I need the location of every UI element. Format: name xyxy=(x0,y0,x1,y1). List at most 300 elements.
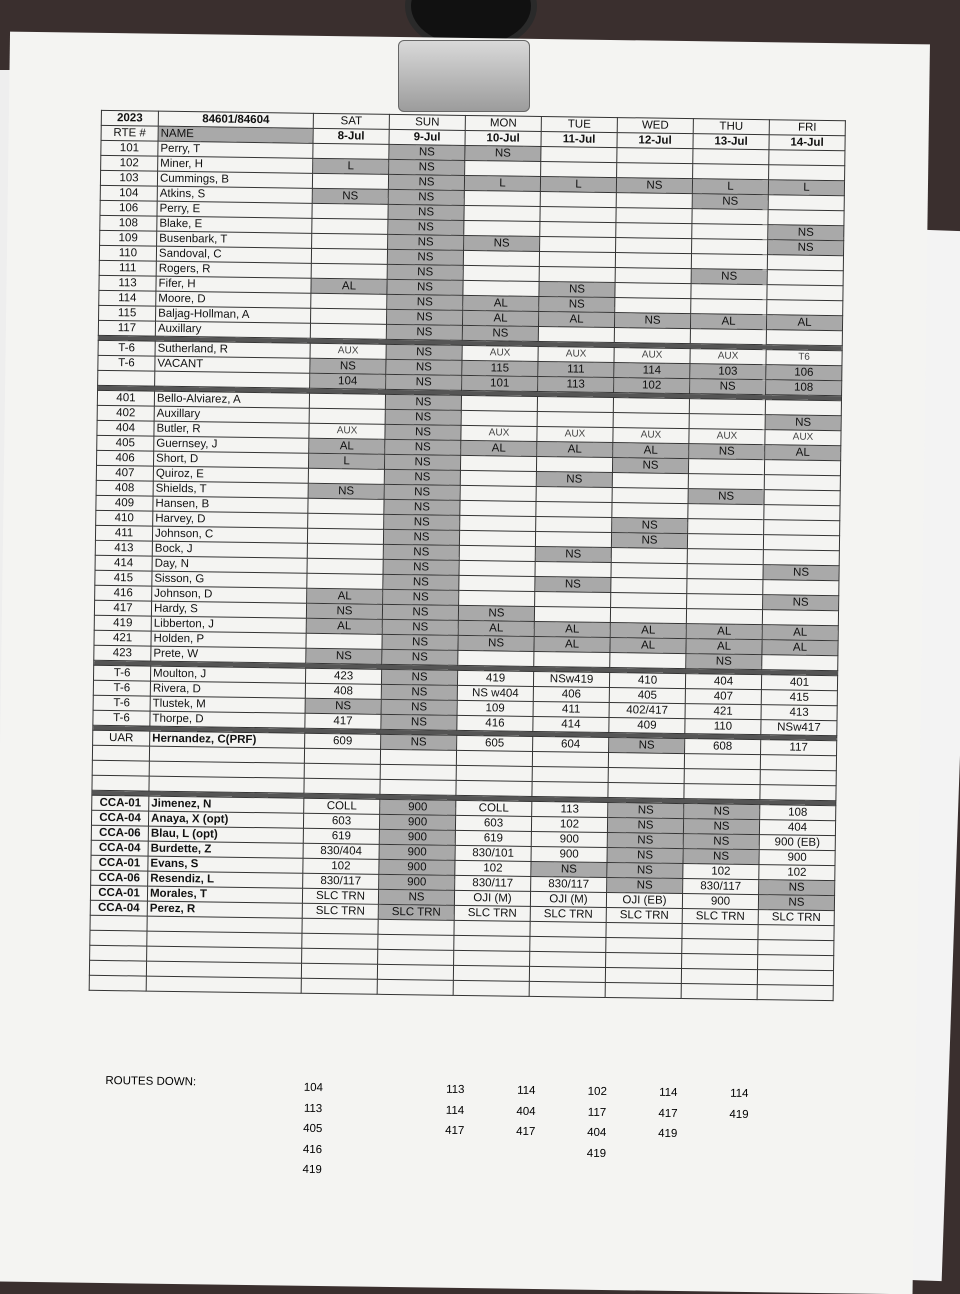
schedule-cell xyxy=(758,925,834,941)
schedule-cell: NS xyxy=(535,546,611,562)
schedule-cell xyxy=(682,954,758,970)
schedule-cell: NS xyxy=(385,439,461,455)
carrier-name-cell: Libberton, J xyxy=(151,616,306,633)
route-cell xyxy=(92,775,149,791)
schedule-cell xyxy=(692,239,768,255)
schedule-cell xyxy=(540,221,616,237)
schedule-cell: NS xyxy=(607,817,683,833)
schedule-cell: NS xyxy=(759,880,835,896)
schedule-cell: T6 xyxy=(766,350,842,366)
clipboard-clip xyxy=(398,40,530,112)
schedule-cell: 406 xyxy=(533,686,609,702)
schedule-cell xyxy=(463,250,539,266)
schedule-cell xyxy=(456,750,532,766)
schedule-cell: NS xyxy=(683,834,759,850)
schedule-cell xyxy=(453,980,529,996)
schedule-cell xyxy=(606,922,682,938)
day-date: 10-Jul xyxy=(465,130,541,146)
schedule-cell xyxy=(539,251,615,267)
schedule-cell xyxy=(608,768,684,784)
schedule-cell xyxy=(615,253,691,269)
schedule-cell xyxy=(614,328,690,344)
schedule-cell: 410 xyxy=(609,673,685,689)
schedule-cell xyxy=(693,149,769,165)
schedule-cell: NS xyxy=(389,144,465,160)
schedule-cell: NS xyxy=(458,605,534,621)
schedule-cell: NS xyxy=(763,565,839,581)
schedule-cell xyxy=(536,486,612,502)
schedule-table xyxy=(89,110,846,1001)
schedule-cell xyxy=(764,490,840,506)
schedule-cell: 830/404 xyxy=(303,843,379,859)
day-name: TUE xyxy=(541,117,617,133)
carrier-name-cell: Burdette, Z xyxy=(148,841,303,858)
carrier-name-cell: Perry, T xyxy=(158,141,313,158)
schedule-cell: NS xyxy=(385,409,461,425)
schedule-cell: NS xyxy=(388,234,464,250)
schedule-cell xyxy=(380,779,456,795)
schedule-cell xyxy=(464,205,540,221)
schedule-cell: 413 xyxy=(761,705,837,721)
carrier-name-cell: Auxillary xyxy=(155,321,310,338)
schedule-cell xyxy=(767,300,843,316)
schedule-cell xyxy=(764,475,840,491)
schedule-cell xyxy=(615,298,691,314)
schedule-cell xyxy=(688,459,764,475)
carrier-name-cell: Perez, R xyxy=(147,901,302,918)
schedule-cell: 900 xyxy=(380,799,456,815)
schedule-cell: NS xyxy=(383,559,459,575)
day-date: 12-Jul xyxy=(617,133,693,149)
schedule-cell: NS xyxy=(607,832,683,848)
schedule-cell: 603 xyxy=(455,815,531,831)
route-cell: 415 xyxy=(95,570,152,586)
schedule-cell: NS xyxy=(768,240,844,256)
schedule-cell: AL xyxy=(311,278,387,294)
schedule-cell xyxy=(304,763,380,779)
schedule-cell xyxy=(540,206,616,222)
schedule-cell: NS xyxy=(691,269,767,285)
schedule-cell xyxy=(307,573,383,589)
schedule-cell: 404 xyxy=(685,674,761,690)
schedule-cell: NS xyxy=(758,895,834,911)
schedule-cell: 401 xyxy=(761,675,837,691)
schedule-cell: SLC TRN xyxy=(302,888,378,904)
route-cell: 413 xyxy=(95,540,152,556)
routes-down-value: 416 xyxy=(302,1143,323,1156)
schedule-cell xyxy=(311,293,387,309)
schedule-cell xyxy=(465,160,541,176)
route-cell: 115 xyxy=(99,305,156,321)
schedule-cell: NS xyxy=(387,279,463,295)
name-header: NAME xyxy=(158,126,313,143)
schedule-cell: 900 xyxy=(379,874,455,890)
route-cell: 117 xyxy=(98,320,155,336)
carrier-name-cell: Morales, T xyxy=(147,886,302,903)
schedule-cell: AUX xyxy=(461,425,537,441)
schedule-cell: 113 xyxy=(532,801,608,817)
routes-down-label: ROUTES DOWN: xyxy=(105,1075,197,1089)
schedule-cell: NS xyxy=(616,178,692,194)
schedule-cell: COLL xyxy=(456,800,532,816)
routes-down-value: 113 xyxy=(446,1083,465,1097)
schedule-cell xyxy=(534,651,610,667)
schedule-cell: NS xyxy=(386,344,462,360)
schedule-cell: NS xyxy=(688,489,764,505)
carrier-name-cell: Harvey, D xyxy=(153,511,308,528)
schedule-cell xyxy=(454,950,530,966)
route-cell: T-6 xyxy=(93,695,150,711)
route-cell: 402 xyxy=(97,405,154,421)
schedule-cell xyxy=(532,766,608,782)
schedule-cell xyxy=(460,485,536,501)
schedule-cell: 411 xyxy=(533,701,609,717)
routes-down-value: 114 xyxy=(517,1084,536,1098)
schedule-cell: 609 xyxy=(305,733,381,749)
schedule-cell xyxy=(616,208,692,224)
carrier-name-cell: Prete, W xyxy=(151,646,306,663)
schedule-cell xyxy=(537,411,613,427)
route-cell: 416 xyxy=(95,585,152,601)
schedule-cell xyxy=(760,785,836,801)
schedule-cell xyxy=(612,488,688,504)
schedule-cell xyxy=(378,949,454,965)
schedule-cell: SLC TRN xyxy=(378,904,454,920)
schedule-cell xyxy=(762,610,838,626)
carrier-name-cell: Miner, H xyxy=(158,156,313,173)
routes-down-value: 114 xyxy=(659,1086,678,1099)
schedule-cell: 830/117 xyxy=(455,875,531,891)
schedule-cell: 414 xyxy=(533,716,609,732)
route-cell: 417 xyxy=(94,600,151,616)
carrier-name-cell: Cummings, B xyxy=(157,171,312,188)
schedule-cell xyxy=(464,220,540,236)
routes-down-value: 419 xyxy=(729,1108,749,1121)
schedule-cell xyxy=(302,948,378,964)
schedule-cell xyxy=(763,580,839,596)
schedule-cell xyxy=(689,399,765,415)
schedule-cell: NS xyxy=(387,264,463,280)
schedule-cell xyxy=(459,560,535,576)
routes-down-column xyxy=(496,1080,557,1142)
schedule-cell xyxy=(539,266,615,282)
schedule-cell xyxy=(308,498,384,514)
schedule-cell xyxy=(611,578,687,594)
schedule-cell: 900 xyxy=(759,850,835,866)
schedule-cell: NS xyxy=(384,469,460,485)
schedule-cell: NS xyxy=(312,188,388,204)
routes-down-value: 417 xyxy=(658,1107,678,1120)
routes-down-value: 117 xyxy=(587,1106,607,1119)
schedule-cell: AL xyxy=(610,623,686,639)
carrier-name-cell: Hansen, B xyxy=(153,496,308,513)
route-cell: CCA-01 xyxy=(92,795,149,811)
schedule-cell xyxy=(608,753,684,769)
schedule-cell xyxy=(304,778,380,794)
schedule-cell xyxy=(681,984,757,1000)
schedule-cell xyxy=(613,413,689,429)
schedule-cell: 419 xyxy=(457,670,533,686)
schedule-cell: 101 xyxy=(462,375,538,391)
schedule-cell: 417 xyxy=(305,713,381,729)
schedule-cell xyxy=(309,408,385,424)
schedule-cell: NS xyxy=(536,471,612,487)
schedule-cell xyxy=(458,650,534,666)
schedule-cell: SLC TRN xyxy=(682,909,758,925)
schedule-cell: NS xyxy=(382,619,458,635)
schedule-cell xyxy=(460,500,536,516)
routes-down-value: 417 xyxy=(445,1124,465,1138)
schedule-cell: L xyxy=(308,453,384,469)
schedule-cell: NS xyxy=(458,635,534,651)
route-cell: 408 xyxy=(96,480,153,496)
schedule-cell: 619 xyxy=(303,828,379,844)
schedule-cell: NS xyxy=(388,204,464,220)
schedule-cell xyxy=(688,474,764,490)
schedule-cell: NS xyxy=(308,483,384,499)
schedule-cell: 402/417 xyxy=(609,703,685,719)
schedule-cell: 109 xyxy=(457,700,533,716)
carrier-name-cell: Johnson, C xyxy=(152,526,307,543)
schedule-cell xyxy=(307,543,383,559)
schedule-cell: NS xyxy=(305,698,381,714)
schedule-cell: NS xyxy=(306,648,382,664)
routes-down-value: 419 xyxy=(658,1127,678,1141)
schedule-cell xyxy=(312,218,388,234)
schedule-cell: AL xyxy=(309,438,385,454)
schedule-sheet xyxy=(0,32,930,1294)
schedule-cell xyxy=(459,530,535,546)
schedule-cell xyxy=(769,150,845,166)
schedule-cell: NS xyxy=(689,444,765,460)
schedule-cell: NS xyxy=(381,669,457,685)
route-cell xyxy=(89,975,146,991)
schedule-cell: 830/117 xyxy=(683,879,759,895)
schedule-cell xyxy=(463,265,539,281)
schedule-cell xyxy=(691,254,767,270)
schedule-cell: AL xyxy=(762,640,838,656)
routes-down-column xyxy=(709,1083,770,1125)
schedule-cell xyxy=(612,473,688,489)
route-cell: T-6 xyxy=(98,340,155,356)
route-cell: 106 xyxy=(100,200,157,216)
schedule-cell xyxy=(687,549,763,565)
schedule-cell: 830/117 xyxy=(531,876,607,892)
schedule-cell xyxy=(616,238,692,254)
schedule-cell xyxy=(687,579,763,595)
schedule-cell xyxy=(690,329,766,345)
schedule-cell: NS xyxy=(612,518,688,534)
schedule-cell: NS xyxy=(462,325,538,341)
route-cell: 114 xyxy=(99,290,156,306)
schedule-cell: NS xyxy=(381,714,457,730)
schedule-cell xyxy=(682,924,758,940)
schedule-cell xyxy=(762,655,838,671)
schedule-cell: 110 xyxy=(685,719,761,735)
route-cell xyxy=(98,370,155,386)
schedule-cell xyxy=(617,148,693,164)
schedule-cell: 619 xyxy=(455,830,531,846)
schedule-cell xyxy=(605,967,681,983)
schedule-cell: SLC TRN xyxy=(530,906,606,922)
schedule-cell: AUX xyxy=(765,430,841,446)
schedule-cell: 830/101 xyxy=(455,845,531,861)
route-cell: CCA-06 xyxy=(91,825,148,841)
schedule-cell xyxy=(378,919,454,935)
schedule-cell xyxy=(540,191,616,207)
day-date: 11-Jul xyxy=(541,132,617,148)
schedule-cell: NS xyxy=(692,194,768,210)
routes-down-value: 404 xyxy=(587,1126,607,1140)
schedule-cell: 114 xyxy=(614,363,690,379)
schedule-cell: NS xyxy=(464,235,540,251)
route-cell: 409 xyxy=(96,495,153,511)
schedule-cell xyxy=(459,590,535,606)
schedule-cell xyxy=(541,162,617,178)
carrier-name-cell: Short, D xyxy=(153,451,308,468)
schedule-cell: NS xyxy=(684,804,760,820)
day-name: WED xyxy=(617,118,693,134)
route-cell: 404 xyxy=(97,420,154,436)
schedule-cell: AL xyxy=(461,440,537,456)
schedule-cell xyxy=(530,951,606,967)
schedule-cell xyxy=(757,985,833,1001)
schedule-cell: 103 xyxy=(690,364,766,380)
schedule-cell xyxy=(684,784,760,800)
schedule-cell: AUX xyxy=(613,428,689,444)
schedule-cell: NS xyxy=(383,589,459,605)
schedule-cell: 408 xyxy=(305,683,381,699)
schedule-cell xyxy=(460,470,536,486)
schedule-cell xyxy=(454,935,530,951)
schedule-cell xyxy=(536,501,612,517)
schedule-cell: NS xyxy=(611,533,687,549)
schedule-cell: NS xyxy=(607,862,683,878)
year-cell: 2023 xyxy=(101,110,158,126)
schedule-cell xyxy=(606,952,682,968)
schedule-cell xyxy=(311,308,387,324)
schedule-cell xyxy=(377,964,453,980)
schedule-cell xyxy=(311,263,387,279)
schedule-cell xyxy=(461,410,537,426)
schedule-cell xyxy=(463,280,539,296)
schedule-cell: 900 xyxy=(379,859,455,875)
schedule-cell: NS xyxy=(539,281,615,297)
route-cell xyxy=(92,745,149,761)
routes-down-value: 417 xyxy=(516,1125,536,1139)
route-cell: 411 xyxy=(95,525,152,541)
schedule-cell xyxy=(535,591,611,607)
schedule-cell xyxy=(301,963,377,979)
schedule-cell xyxy=(611,548,687,564)
schedule-cell: NSw419 xyxy=(533,671,609,687)
schedule-cell: NS xyxy=(388,219,464,235)
schedule-cell: AUX xyxy=(537,426,613,442)
schedule-cell: NS xyxy=(614,313,690,329)
schedule-cell xyxy=(616,223,692,239)
schedule-cell xyxy=(456,765,532,781)
schedule-cell: AUX xyxy=(689,429,765,445)
schedule-cell: 104 xyxy=(310,373,386,389)
schedule-cell xyxy=(682,939,758,955)
schedule-cell: NS xyxy=(768,225,844,241)
schedule-cell xyxy=(611,563,687,579)
routes-down-value: 114 xyxy=(445,1104,465,1117)
schedule-cell: NS xyxy=(387,249,463,265)
schedule-cell: NS xyxy=(306,603,382,619)
schedule-cell xyxy=(616,193,692,209)
schedule-cell xyxy=(537,396,613,412)
schedule-cell xyxy=(692,209,768,225)
schedule-cell xyxy=(760,770,836,786)
schedule-cell: 416 xyxy=(457,715,533,731)
schedule-cell: NS xyxy=(383,529,459,545)
schedule-cell: NS xyxy=(382,604,458,620)
schedule-cell: NS xyxy=(386,374,462,390)
schedule-cell xyxy=(541,147,617,163)
schedule-cell xyxy=(538,326,614,342)
schedule-cell xyxy=(302,933,378,949)
schedule-cell: AL xyxy=(686,639,762,655)
schedule-cell xyxy=(758,955,834,971)
carrier-name-cell: Shields, T xyxy=(153,481,308,498)
schedule-cell xyxy=(612,503,688,519)
schedule-cell xyxy=(380,749,456,765)
day-name: SAT xyxy=(313,113,389,129)
schedule-cell: 102 xyxy=(531,816,607,832)
route-cell: UAR xyxy=(93,730,150,746)
schedule-cell: NS xyxy=(539,296,615,312)
schedule-cell: SLC TRN xyxy=(606,907,682,923)
carrier-name-cell: Anaya, X (opt) xyxy=(148,811,303,828)
schedule-cell: AL xyxy=(537,441,613,457)
schedule-cell: SLC TRN xyxy=(758,910,834,926)
schedule-cell xyxy=(459,545,535,561)
schedule-cell xyxy=(764,520,840,536)
route-cell xyxy=(89,960,146,976)
schedule-cell: 407 xyxy=(685,689,761,705)
schedule-cell: 900 (EB) xyxy=(759,835,835,851)
carrier-name-cell: Butler, R xyxy=(154,421,309,438)
schedule-cell: COLL xyxy=(304,798,380,814)
schedule-cell: AL xyxy=(686,624,762,640)
schedule-cell: NS xyxy=(384,454,460,470)
schedule-cell xyxy=(605,982,681,998)
schedule-cell: OJI (M) xyxy=(530,891,606,907)
routes-down-column xyxy=(425,1079,486,1141)
routes-down-value: 102 xyxy=(587,1085,607,1099)
schedule-cell: 830/117 xyxy=(303,873,379,889)
route-cell: 101 xyxy=(101,140,158,156)
schedule-cell: 108 xyxy=(766,380,842,396)
route-cell: T-6 xyxy=(93,680,150,696)
schedule-cell xyxy=(460,455,536,471)
route-cell: 410 xyxy=(96,510,153,526)
schedule-cell xyxy=(309,393,385,409)
schedule-cell: 106 xyxy=(766,365,842,381)
schedule-cell: 113 xyxy=(538,376,614,392)
carrier-name-cell: Rivera, D xyxy=(150,681,305,698)
schedule-cell: 405 xyxy=(609,688,685,704)
schedule-cell: 115 xyxy=(462,360,538,376)
schedule-cell xyxy=(313,143,389,159)
route-cell: 406 xyxy=(96,450,153,466)
schedule-cell: AL xyxy=(690,314,766,330)
carrier-name-cell: VACANT xyxy=(155,356,310,373)
schedule-cell: NS xyxy=(381,684,457,700)
schedule-cell: NS xyxy=(385,394,461,410)
schedule-cell xyxy=(312,203,388,219)
